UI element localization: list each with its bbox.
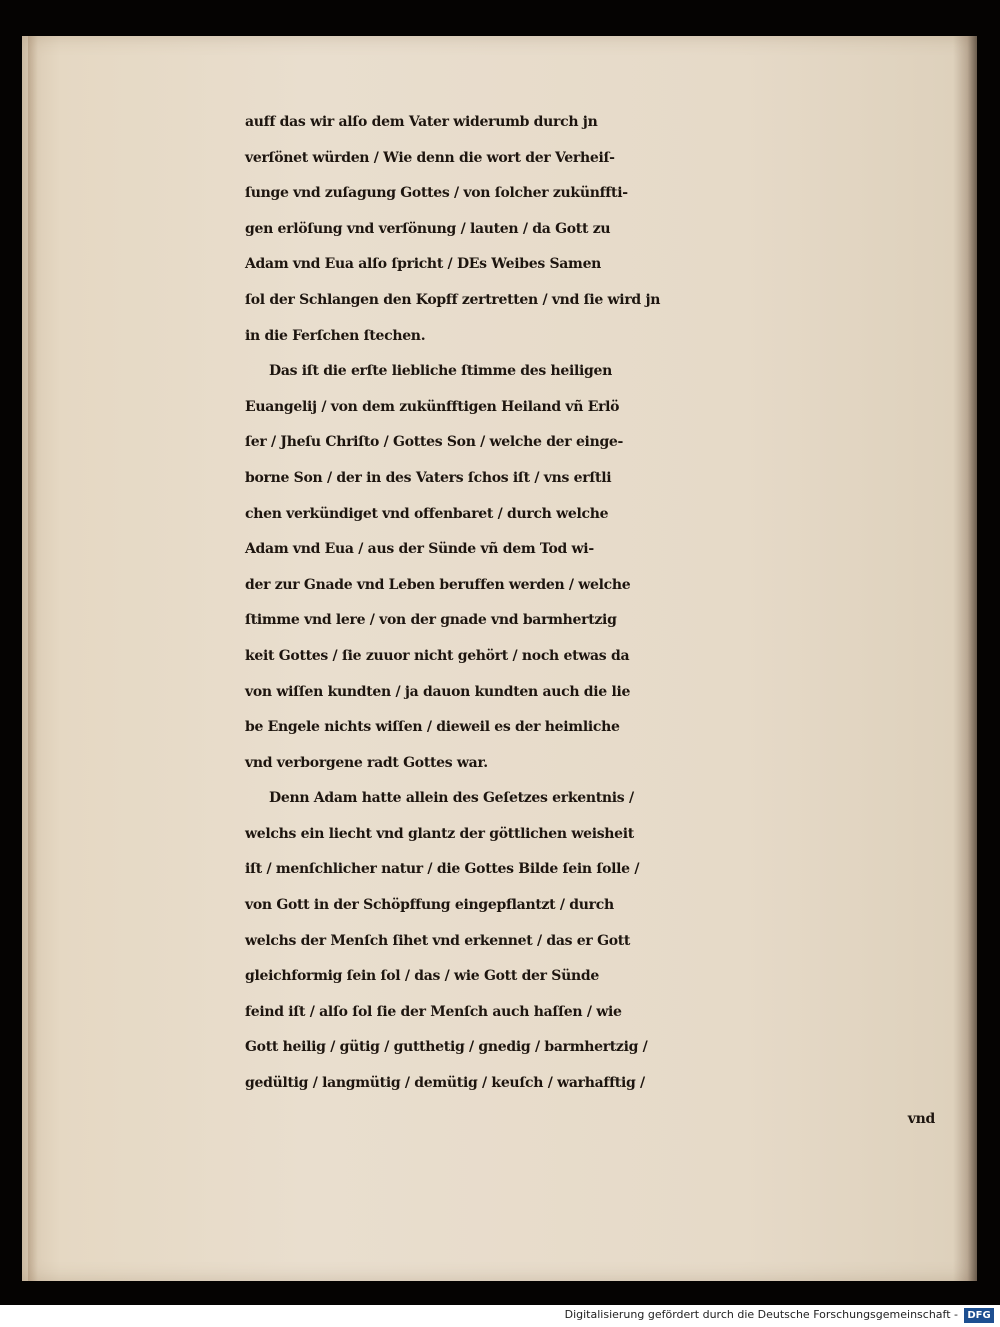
page-text-block	[245, 105, 965, 1137]
text-line: welchs ein liecht vnd glantz der göttlichen weisheit	[245, 825, 634, 842]
text-line: von Gott in der Schöpffung eingepflantzt / durch	[245, 897, 614, 914]
text-line: chen verkündiget vnd offenbaret / durch welche	[245, 505, 609, 522]
text-line: be Engele nichts wiſſen / dieweil es der heimliche	[245, 719, 620, 736]
text-line: borne Son / der in des Vaters ſchos iſt / vns erſtli	[245, 469, 612, 486]
text-line: auff das wir alſo dem Vater widerumb durch jn	[245, 114, 598, 130]
catchword: vnd	[907, 1110, 935, 1127]
text-line: Adam vnd Eua alſo ſpricht / DEs Weibes Samen	[245, 256, 602, 273]
text-line: gen erlöſung vnd verſönung / lauten / da Gott zu	[245, 220, 611, 237]
text-line: Denn Adam hatte allein des Geſetzes erkentnis /	[269, 790, 634, 807]
text-line: verſönet würden / Wie denn die wort der Verheiſ-	[245, 149, 615, 166]
text-line: vnd verborgene radt Gottes war.	[245, 754, 488, 771]
text-line: gleichformig ſein ſol / das / wie Gott der Sünde	[245, 968, 599, 985]
footer-credit: Digitalisierung gefördert durch die Deutsche Forschungsgemeinschaft -	[564, 1308, 958, 1321]
text-line: ſunge vnd zuſagung Gottes / von ſolcher zukünffti-	[245, 185, 628, 202]
text-line: gedültig / langmütig / demütig / keuſch / warhafftig /	[245, 1075, 645, 1092]
text-line: Euangelij / von dem zukünfftigen Heiland vñ Erlö	[245, 398, 620, 415]
text-line: welchs der Menſch ſihet vnd erkennet / das er Gott	[245, 932, 631, 949]
text-line: keit Gottes / ſie zuuor nicht gehört / noch etwas da	[245, 647, 630, 664]
text-line: Adam vnd Eua / aus der Sünde vñ dem Tod wi-	[245, 541, 594, 558]
text-line: von wiſſen kundten / ja dauon kundten auch die lie	[245, 683, 631, 700]
text-line: der zur Gnade vnd Leben beruffen werden / welche	[245, 576, 631, 593]
digitization-footer	[0, 1305, 1000, 1327]
text-line: Das iſt die erſte liebliche ſtimme des heiligen	[269, 363, 613, 380]
text-line: ſtimme vnd lere / von der gnade vnd barmhertzig	[245, 612, 617, 629]
text-line: ſol der Schlangen den Kopff zertretten / vnd ſie wird jn	[245, 291, 661, 308]
text-line: iſt / menſchlicher natur / die Gottes Bilde ſein ſolle /	[245, 861, 640, 878]
text-line: in die Ferſchen ſtechen.	[245, 327, 426, 344]
text-line: ſer / Jheſu Chriſto / Gottes Son / welche der einge-	[245, 434, 624, 451]
page-gutter-shadow	[28, 36, 38, 1281]
text-line: feind iſt / alſo ſol ſie der Menſch auch haſſen / wie	[245, 1003, 622, 1020]
dfg-logo: DFG	[964, 1308, 994, 1323]
text-line: Gott heilig / gütig / gutthetig / gnedig / barmhertzig /	[245, 1039, 648, 1056]
